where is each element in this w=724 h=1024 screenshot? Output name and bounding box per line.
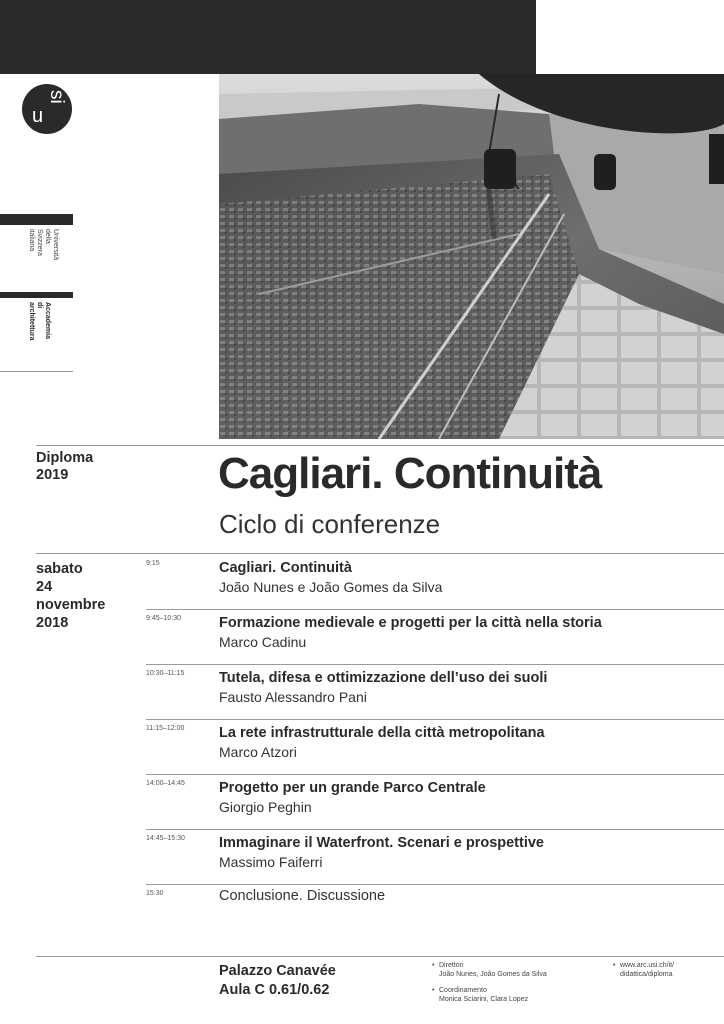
rule-program <box>36 553 724 554</box>
aerial-photo <box>219 74 724 439</box>
university-name: Università della Svizzera italiana <box>28 229 59 261</box>
rule-footer <box>36 956 724 957</box>
event-date: sabato 24 novembre 2018 <box>36 561 106 631</box>
session-speaker: Massimo Faiferri <box>219 854 323 870</box>
session-divider <box>146 664 724 665</box>
bullet-icon: • <box>432 962 435 969</box>
session-time: 9:45–10:30 <box>146 615 182 622</box>
session-divider <box>146 829 724 830</box>
session-speaker: Giorgio Peghin <box>219 799 312 815</box>
session-speaker: Marco Atzori <box>219 744 297 760</box>
aerial-photo-icon <box>219 74 724 439</box>
session-time: 11:15–12:00 <box>146 725 185 732</box>
side-bar-bottom <box>0 292 73 298</box>
directors-info: • Direttori João Nunes, João Gomes da Silva <box>432 962 547 978</box>
session-divider <box>146 719 724 720</box>
session-title: Immaginare il Waterfront. Scenari e prospettive <box>219 835 544 851</box>
website-link[interactable]: • www.arc.usi.ch/it/ didattica/diploma <box>613 962 675 978</box>
conclusion-time: 15:30 <box>146 890 164 897</box>
session-title: Cagliari. Continuità <box>219 560 352 576</box>
bullet-icon: • <box>613 962 616 969</box>
session-title: Progetto per un grande Parco Centrale <box>219 780 486 796</box>
academy-name: Accademia di architettura <box>28 302 51 341</box>
usi-logo <box>22 84 72 134</box>
session-time: 9:15 <box>146 560 160 567</box>
session-title: Formazione medievale e progetti per la città nella storia <box>219 615 602 631</box>
session-title: La rete infrastrutturale della città metropolitana <box>219 725 545 741</box>
page-subtitle: Ciclo di conferenze <box>219 509 441 539</box>
side-bar-top <box>0 214 73 225</box>
rule-header <box>36 445 724 446</box>
session-title: Tutela, difesa e ottimizzazione dell’uso dei suoli <box>219 670 548 686</box>
session-time: 14:45–15:30 <box>146 835 185 842</box>
page-title: Cagliari. Continuità <box>218 449 602 498</box>
top-band <box>0 0 536 74</box>
diploma-year: Diploma 2019 <box>36 450 94 483</box>
session-divider <box>146 774 724 775</box>
session-time: 14:00–14:45 <box>146 780 185 787</box>
session-speaker: Marco Cadinu <box>219 634 307 650</box>
coordination-info: • Coordinamento Monica Sciarini, Clara Lopez <box>432 987 529 1003</box>
logo-letters-si: si <box>46 90 67 104</box>
session-divider <box>146 884 724 885</box>
bullet-icon: • <box>432 987 435 994</box>
side-divider <box>0 371 73 372</box>
session-time: 10:30–11:15 <box>146 670 185 677</box>
session-divider <box>146 609 724 610</box>
session-speaker: Fausto Alessandro Pani <box>219 689 367 705</box>
conclusion-text: Conclusione. Discussione <box>219 888 386 904</box>
logo-letter-u: u <box>32 105 44 127</box>
venue: Palazzo Canavée Aula C 0.61/0.62 <box>219 963 336 998</box>
session-speaker: João Nunes e João Gomes da Silva <box>219 579 443 595</box>
